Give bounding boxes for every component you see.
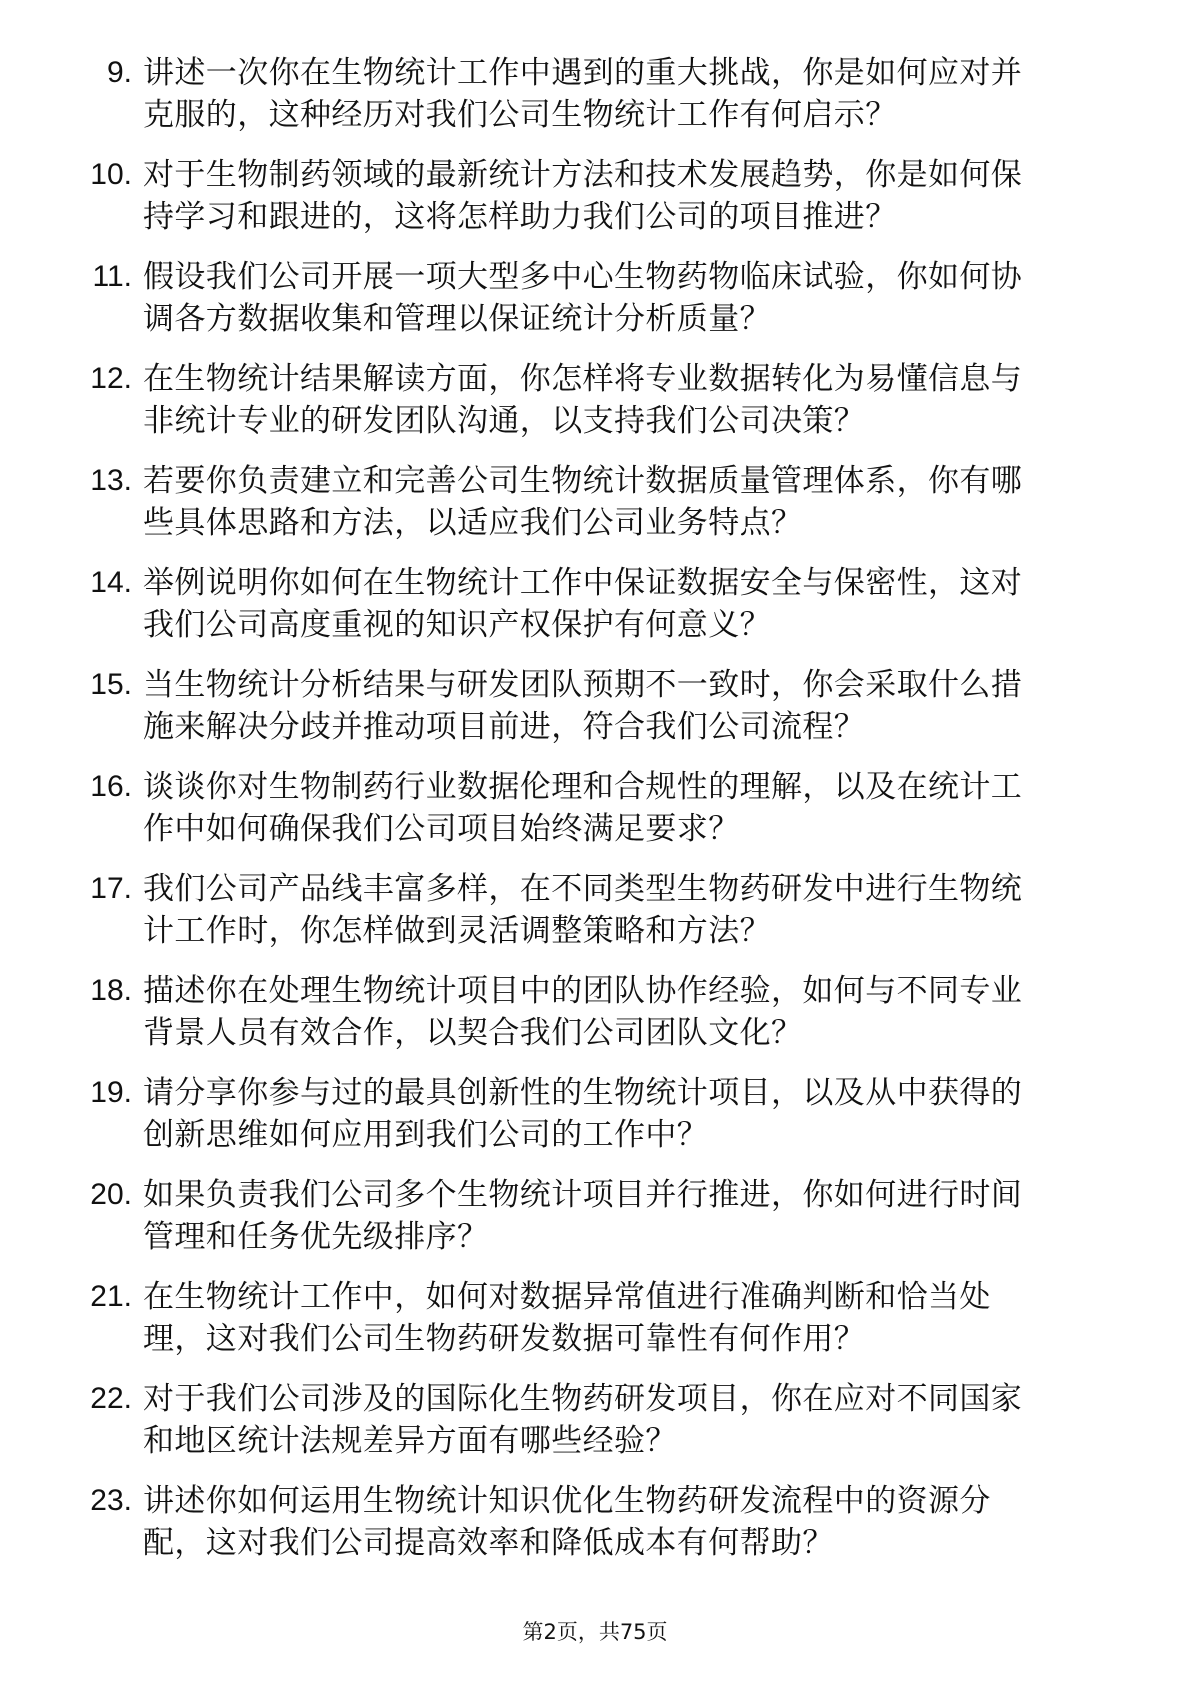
question-number: 10.: [90, 158, 132, 191]
question-text: [143, 1276, 1123, 1360]
question-text: [143, 1378, 1123, 1462]
question-number: 21.: [90, 1280, 132, 1313]
question-text: [143, 1072, 1123, 1156]
question-line: 假设我们公司开展一项大型多中心生物药物临床试验，你如何协: [143, 259, 1023, 295]
page-indicator: 第2页，共75页: [522, 1620, 668, 1644]
question-line: 若要你负责建立和完善公司生物统计数据质量管理体系，你有哪: [143, 463, 1023, 499]
question-line: 在生物统计工作中，如何对数据异常值进行准确判断和恰当处: [143, 1279, 991, 1315]
question-line: 描述你在处理生物统计项目中的团队协作经验，如何与不同专业: [143, 973, 1023, 1009]
question-line: 我们公司产品线丰富多样，在不同类型生物药研发中进行生物统: [143, 871, 1023, 907]
question-item: [0, 1276, 1190, 1378]
question-text: [143, 154, 1123, 238]
question-line: 背景人员有效合作，以契合我们公司团队文化？: [143, 1015, 803, 1051]
question-number: 12.: [90, 362, 132, 395]
question-line: 计工作时，你怎样做到灵活调整策略和方法？: [143, 913, 771, 949]
question-line: 些具体思路和方法，以适应我们公司业务特点？: [143, 505, 803, 541]
question-line: 非统计专业的研发团队沟通，以支持我们公司决策？: [143, 403, 866, 439]
question-number: 23.: [90, 1484, 132, 1517]
question-line: 持学习和跟进的，这将怎样助力我们公司的项目推进？: [143, 199, 897, 235]
question-list: [0, 52, 1190, 1582]
question-line: 讲述你如何运用生物统计知识优化生物药研发流程中的资源分: [143, 1483, 991, 1519]
question-line: 我们公司高度重视的知识产权保护有何意义？: [143, 607, 771, 643]
question-line: 谈谈你对生物制药行业数据伦理和合规性的理解，以及在统计工: [143, 769, 1023, 805]
question-line: 如果负责我们公司多个生物统计项目并行推进，你如何进行时间: [143, 1177, 1023, 1213]
question-line: 配，这对我们公司提高效率和降低成本有何帮助？: [143, 1525, 834, 1561]
question-line: 作中如何确保我们公司项目始终满足要求？: [143, 811, 740, 847]
question-item: [0, 562, 1190, 664]
question-text: [143, 52, 1123, 136]
question-text: [143, 1480, 1123, 1564]
question-line: 调各方数据收集和管理以保证统计分析质量？: [143, 301, 771, 337]
question-item: [0, 52, 1190, 154]
question-item: [0, 460, 1190, 562]
question-text: [143, 766, 1123, 850]
question-item: [0, 358, 1190, 460]
question-item: [0, 1378, 1190, 1480]
question-line: 请分享你参与过的最具创新性的生物统计项目，以及从中获得的: [143, 1075, 1023, 1111]
question-item: [0, 1072, 1190, 1174]
question-item: [0, 766, 1190, 868]
question-item: [0, 154, 1190, 256]
question-line: 管理和任务优先级排序？: [143, 1219, 489, 1255]
question-number: 13.: [90, 464, 132, 497]
question-number: 14.: [90, 566, 132, 599]
question-item: [0, 970, 1190, 1072]
question-line: 举例说明你如何在生物统计工作中保证数据安全与保密性，这对: [143, 565, 1023, 601]
question-number: 15.: [90, 668, 132, 701]
question-text: [143, 1174, 1123, 1258]
question-line: 克服的，这种经历对我们公司生物统计工作有何启示？: [143, 97, 897, 133]
question-line: 对于生物制药领域的最新统计方法和技术发展趋势，你是如何保: [143, 157, 1023, 193]
question-line: 理，这对我们公司生物药研发数据可靠性有何作用？: [143, 1321, 866, 1357]
question-number: 19.: [90, 1076, 132, 1109]
question-number: 9.: [106, 56, 132, 89]
question-text: [143, 868, 1123, 952]
question-line: 和地区统计法规差异方面有哪些经验？: [143, 1423, 677, 1459]
question-line: 在生物统计结果解读方面，你怎样将专业数据转化为易懂信息与: [143, 361, 1023, 397]
question-text: [143, 562, 1123, 646]
question-line: 创新思维如何应用到我们公司的工作中？: [143, 1117, 709, 1153]
question-number: 17.: [90, 872, 132, 905]
question-text: [143, 358, 1123, 442]
question-line: 施来解决分歧并推动项目前进，符合我们公司流程？: [143, 709, 866, 745]
question-number: 20.: [90, 1178, 132, 1211]
question-item: [0, 1480, 1190, 1582]
question-text: [143, 256, 1123, 340]
question-line: 对于我们公司涉及的国际化生物药研发项目，你在应对不同国家: [143, 1381, 1023, 1417]
question-number: 16.: [90, 770, 132, 803]
question-text: [143, 970, 1123, 1054]
question-line: 当生物统计分析结果与研发团队预期不一致时，你会采取什么措: [143, 667, 1023, 703]
question-item: [0, 664, 1190, 766]
question-number: 18.: [90, 974, 132, 1007]
question-number: 11.: [92, 260, 132, 293]
question-line: 讲述一次你在生物统计工作中遇到的重大挑战，你是如何应对并: [143, 55, 1023, 91]
question-text: [143, 460, 1123, 544]
question-item: [0, 868, 1190, 970]
question-item: [0, 1174, 1190, 1276]
question-text: [143, 664, 1123, 748]
question-number: 22.: [90, 1382, 132, 1415]
question-item: [0, 256, 1190, 358]
